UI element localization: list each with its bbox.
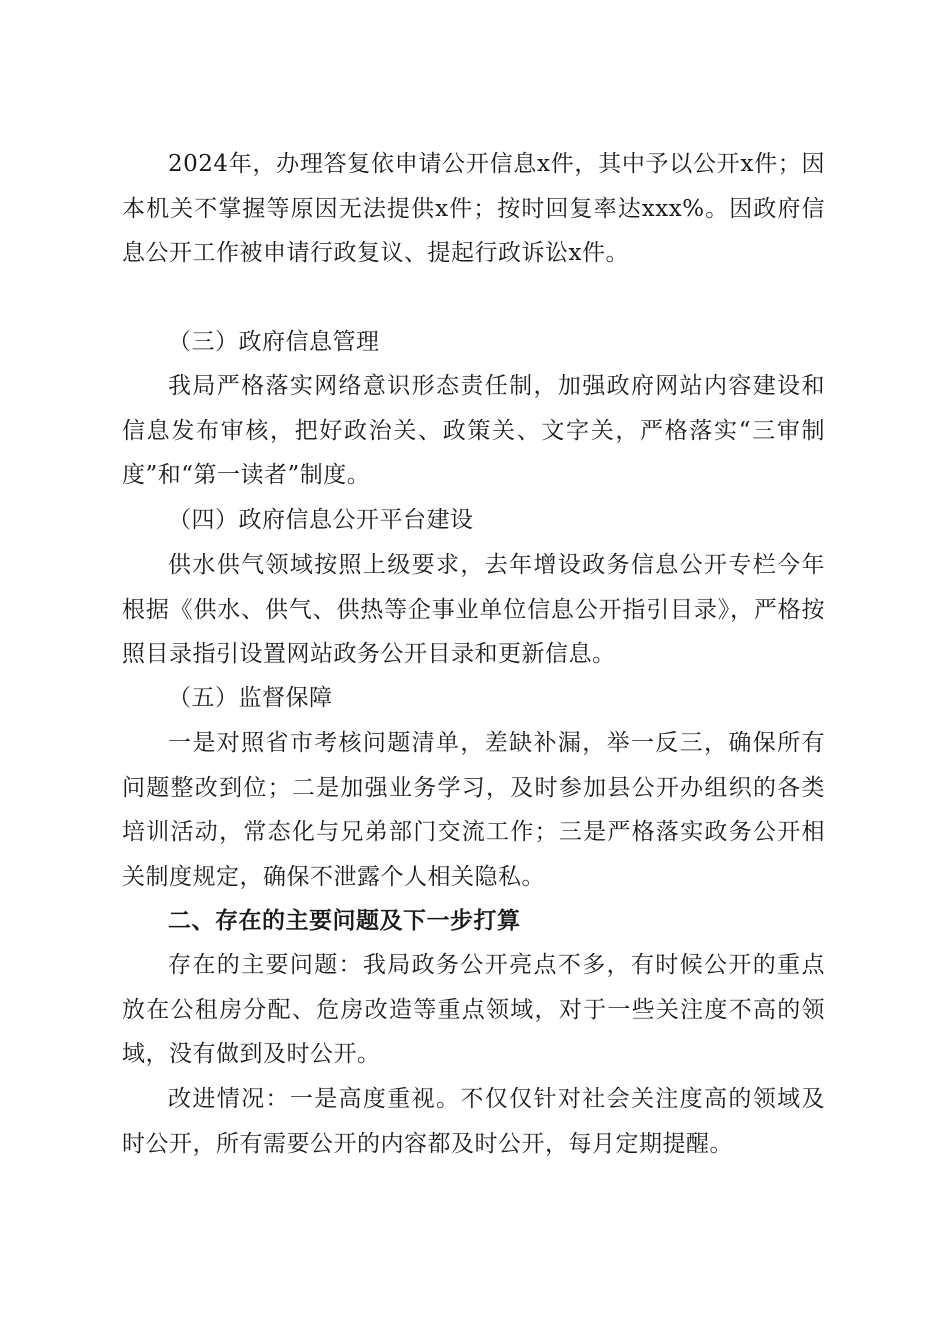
paragraph-info-management: 我局严格落实网络意识形态责任制，加强政府网站内容建设和信息发布审核，把好政治关、政策关、文字关，严格落实“三审制度”和“第一读者”制度。: [122, 373, 825, 488]
paragraph-application-stats: 2024年，办理答复依申请公开信息x件，其中予以公开x件；因本机关不掌握等原因无法提供x件；按时回复率达xxx%。因政府信息公开工作被申请行政复议、提起行政诉讼x件。: [122, 151, 825, 266]
heading-platform-construction: （四）政府信息公开平台建设: [168, 507, 474, 533]
paragraph-improvements: 改进情况：一是高度重视。不仅仅针对社会关注度高的领域及时公开，所有需要公开的内容都及时公开，每月定期提醒。: [122, 1086, 825, 1157]
heading-info-management: （三）政府信息管理: [168, 329, 380, 355]
paragraph-platform-construction: 供水供气领域按照上级要求，去年增设政务信息公开专栏今年根据《供水、供气、供热等企事业单位信息公开指引目录》，严格按照目录指引设置网站政务公开目录和更新信息。: [122, 552, 825, 667]
paragraph-main-problems: 存在的主要问题：我局政务公开亮点不多，有时候公开的重点放在公租房分配、危房改造等重点领域，对于一些关注度不高的领域，没有做到及时公开。: [122, 952, 825, 1067]
paragraph-supervision: 一是对照省市考核问题清单，差缺补漏，举一反三，确保所有问题整改到位；二是加强业务学习，及时参加县公开办组织的各类培训活动，常态化与兄弟部门交流工作；三是严格落实政务公开相关制度规定，确保不泄露个人相关隐私。: [122, 730, 825, 890]
heading-problems-plan: 二、存在的主要问题及下一步打算: [168, 908, 521, 934]
heading-supervision: （五）监督保障: [168, 685, 333, 711]
